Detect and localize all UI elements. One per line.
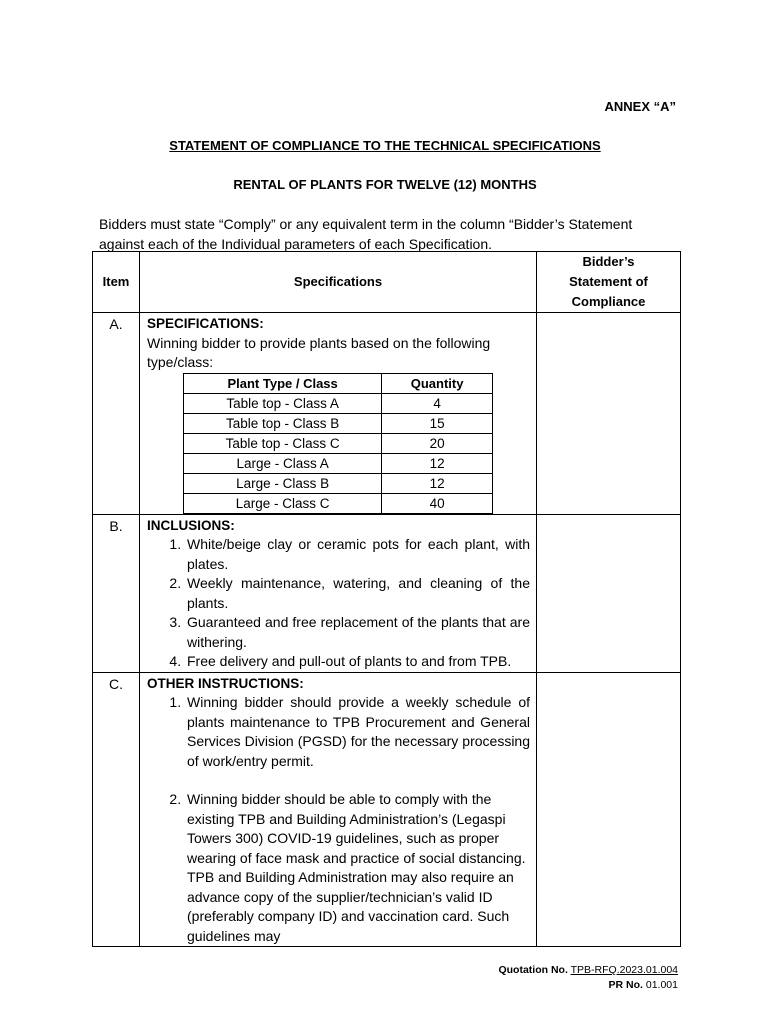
section-heading: OTHER INSTRUCTIONS:: [147, 675, 304, 691]
plant-row: [184, 493, 493, 513]
document-subtitle: RENTAL OF PLANTS FOR TWELVE (12) MONTHS: [233, 177, 537, 192]
plant-row: [184, 453, 493, 473]
document-title: STATEMENT OF COMPLIANCE TO THE TECHNICAL SPECIFICATIONS: [169, 138, 601, 153]
plant-type: Table top - Class A: [184, 393, 382, 413]
header-specifications: Specifications: [140, 252, 537, 313]
plant-qty: 40: [382, 493, 493, 513]
section-heading: SPECIFICATIONS:: [147, 316, 264, 331]
inclusions-list: [147, 535, 530, 672]
plant-row: [184, 433, 493, 453]
instructions-list: [147, 693, 530, 946]
plant-header-type: Plant Type / Class: [184, 373, 382, 393]
plant-row: [184, 413, 493, 433]
plant-qty: 12: [382, 453, 493, 473]
spec-cell-c: [140, 672, 537, 947]
spec-cell-a: [140, 313, 537, 515]
intro-paragraph: Bidders must state “Comply” or any equivalent term in the column “Bidder’s Statement against each of the Individual parameters of each Specification.: [99, 216, 633, 252]
spec-cell-b: [140, 514, 537, 672]
pr-number: [609, 979, 678, 991]
list-item: 1. White/beige clay or ceramic pots for each plant, with plates.: [185, 535, 530, 574]
list-item: 1. Winning bidder should provide a weekly schedule of plants maintenance to TPB Procurement and General Services Division (PGSD) for the necessary processing of work/entry permit.: [185, 693, 530, 771]
plant-type: Large - Class B: [184, 473, 382, 493]
table-header-row: [93, 252, 681, 313]
list-item: 3. Guaranteed and free replacement of the plants that are withering.: [185, 613, 530, 652]
statement-cell: [537, 514, 681, 672]
pr-value: 01.001: [645, 979, 678, 991]
plant-type: Large - Class C: [184, 493, 382, 513]
plant-qty: 15: [382, 413, 493, 433]
plant-row: [184, 393, 493, 413]
header-statement: Bidder’s Statement of Compliance: [537, 252, 681, 313]
section-text: Winning bidder to provide plants based on the following type/class:: [147, 334, 491, 370]
list-item: 2. Weekly maintenance, watering, and cleaning of the plants.: [185, 574, 530, 613]
plant-header-qty: Quantity: [382, 373, 493, 393]
plant-type: Table top - Class C: [184, 433, 382, 453]
quotation-label: Quotation No.: [498, 964, 568, 976]
statement-cell: [537, 313, 681, 515]
compliance-table: [92, 251, 681, 947]
table-row: [93, 313, 681, 515]
plant-qty: 4: [382, 393, 493, 413]
plant-type: Table top - Class B: [184, 413, 382, 433]
annex-label: ANNEX “A”: [604, 99, 676, 114]
header-item: Item: [93, 252, 140, 313]
pr-label: PR No.: [608, 979, 643, 991]
item-label: A.: [93, 313, 140, 515]
plant-row: [184, 473, 493, 493]
section-heading: INCLUSIONS:: [147, 517, 235, 533]
list-item: 4. Free delivery and pull-out of plants to and from TPB.: [185, 652, 530, 672]
item-label: B.: [93, 514, 140, 672]
plant-qty: 20: [382, 433, 493, 453]
list-item: 2. Winning bidder should be able to comply with the existing TPB and Building Administration’s (Legaspi Towers 300) COVID-19 guidelines, such as proper wearing of face mask and practice of social distancing. TPB and Building Administration may also require an advance copy of the supplier/technician’s valid ID (preferably company ID) and vaccination card. Such guidelines may: [185, 790, 530, 946]
plant-table: [183, 373, 493, 514]
item-label: C.: [93, 672, 140, 947]
table-row: [93, 514, 681, 672]
quotation-number: [498, 964, 678, 976]
plant-type: Large - Class A: [184, 453, 382, 473]
quotation-value: TPB-RFQ.2023.01.004: [570, 964, 678, 976]
statement-cell: [537, 672, 681, 947]
plant-qty: 12: [382, 473, 493, 493]
table-row: [93, 672, 681, 947]
